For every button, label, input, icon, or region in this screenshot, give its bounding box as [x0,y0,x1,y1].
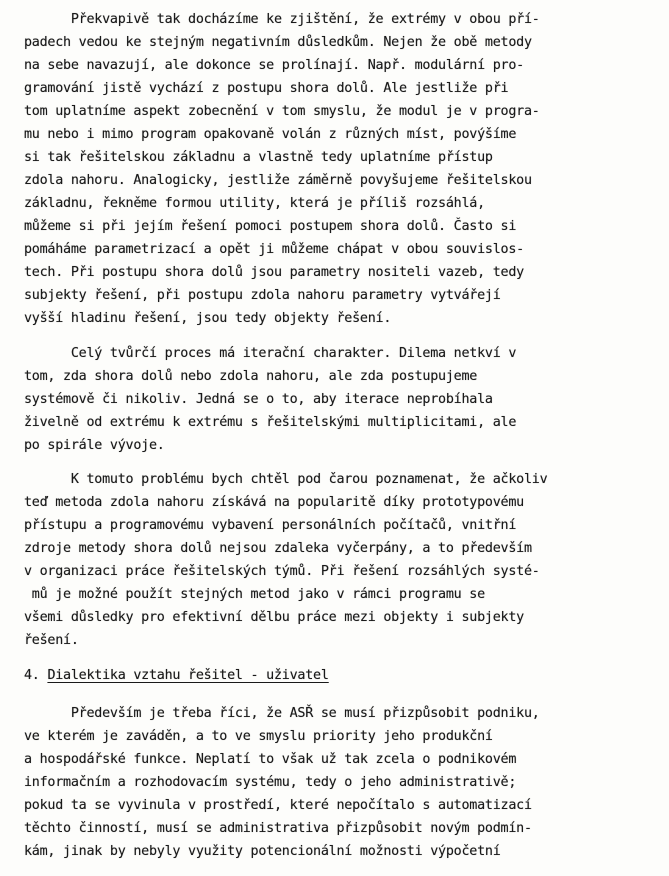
paragraph-4-line-2: ve kterém je zaváděn, a to ve smyslu priority jeho produkční [24,729,493,744]
paragraph-1-line-5: tom uplatníme aspekt zobecnění v tom smyslu, že modul je v progra- [24,104,540,119]
paragraph-3-line-6: mů je možné použít stejných metod jako v rámci programu se [24,587,485,602]
paragraph-1-line-2: padech vedou ke stejným negativním důsledkům. Nejen že obě metody [24,35,532,50]
section-heading [24,664,329,687]
paragraph-2-line-2: tom, zda shora dolů nebo zdola nahoru, ale zda postupujeme [24,369,478,384]
paragraph-1-line-11: pomáháme parametrizací a opět ji můžeme chápat v obou souvislos- [24,242,524,257]
paragraph-1-line-8: zdola nahoru. Analogicky, jestliže záměrně povyšujeme řešitelskou [24,173,532,188]
paragraph-2-line-4: živelně od extrému k extrému s řešitelskými multiplicitami, ale [24,415,517,430]
paragraph-1-line-12: tech. Při postupu shora dolů jsou parametry nositeli vazeb, tedy [24,265,524,280]
section-number: 4. [24,668,40,683]
paragraph-4-line-5: pokud ta se vyvinula v prostředí, které nepočítalo s automatizací [24,798,532,813]
paragraph-4-line-3: a hospodářské funkce. Neplatí to však už tak zcela o podnikovém [24,752,517,767]
paragraph-1-line-14: vyšší hladinu řešení, jsou tedy objekty řešení. [24,311,392,326]
paragraph-2-line-3: systémově či nikoliv. Jedná se o to, aby iterace neprobíhala [24,392,493,407]
paragraph-3-line-3: přístupu a programovému vybavení personálních počítačů, vnitřní [24,518,517,533]
paragraph-1-line-6: mu nebo i mimo program opakovaně volán z různých míst, povýšíme [24,127,517,142]
paragraph-4-line-1: Především je třeba říci, že ASŘ se musí přizpůsobit podniku, [24,706,540,721]
paragraph-3-line-1: K tomuto problému bych chtěl pod čarou poznamenat, že ačkoliv [24,472,548,487]
paragraph-3-line-5: v organizaci práce řešitelských týmů. Při řešení rozsáhlých systé- [24,564,540,579]
paragraph-4-line-4: informačním a rozhodovacím systému, tedy o jeho administrativě; [24,775,517,790]
paragraph-1-line-1: Překvapivě tak docházíme ke zjištění, že extrémy v obou pří- [24,12,540,27]
paragraph-2-line-5: po spirále vývoje. [24,438,165,453]
paragraph-3-line-4: zdroje metody shora dolů nejsou zdaleka vyčerpány, a to především [24,541,532,556]
paragraph-1-line-9: základnu, řekněme formou utility, která je příliš rozsáhlá, [24,196,485,211]
paragraph-3-line-8: řešení. [24,633,79,648]
paragraph-2-line-1: Celý tvůrčí proces má iterační charakter. Dilema netkví v [24,346,517,361]
section-title: Dialektika vztahu řešitel - uživatel [47,668,329,683]
paragraph-1-line-3: na sebe navazují, ale dokonce se prolínají. Např. modulární pro- [24,58,524,73]
paragraph-4-line-7: kám, jinak by nebyly využity potencionální možnosti výpočetní [24,844,501,859]
paragraph-1-line-4: gramování jistě vychází z postupu shora dolů. Ale jestliže při [24,81,509,96]
paragraph-4-line-6: těchto činností, musí se administrativa přizpůsobit novým podmín- [24,821,532,836]
paragraph-1-line-7: si tak řešitelskou základnu a vlastně tedy uplatníme přístup [24,150,493,165]
paragraph-1-line-13: subjekty řešení, při postupu zdola nahoru parametry vytvářejí [24,288,501,303]
paragraph-1-line-10: můžeme si při jejím řešení pomoci postupem shora dolů. Často si [24,219,517,234]
paragraph-3-line-2: teď metoda zdola nahoru získává na popularitě díky prototypovému [24,495,524,510]
paragraph-3-line-7: všemi důsledky pro efektivní dělbu práce mezi objekty i subjekty [24,610,524,625]
